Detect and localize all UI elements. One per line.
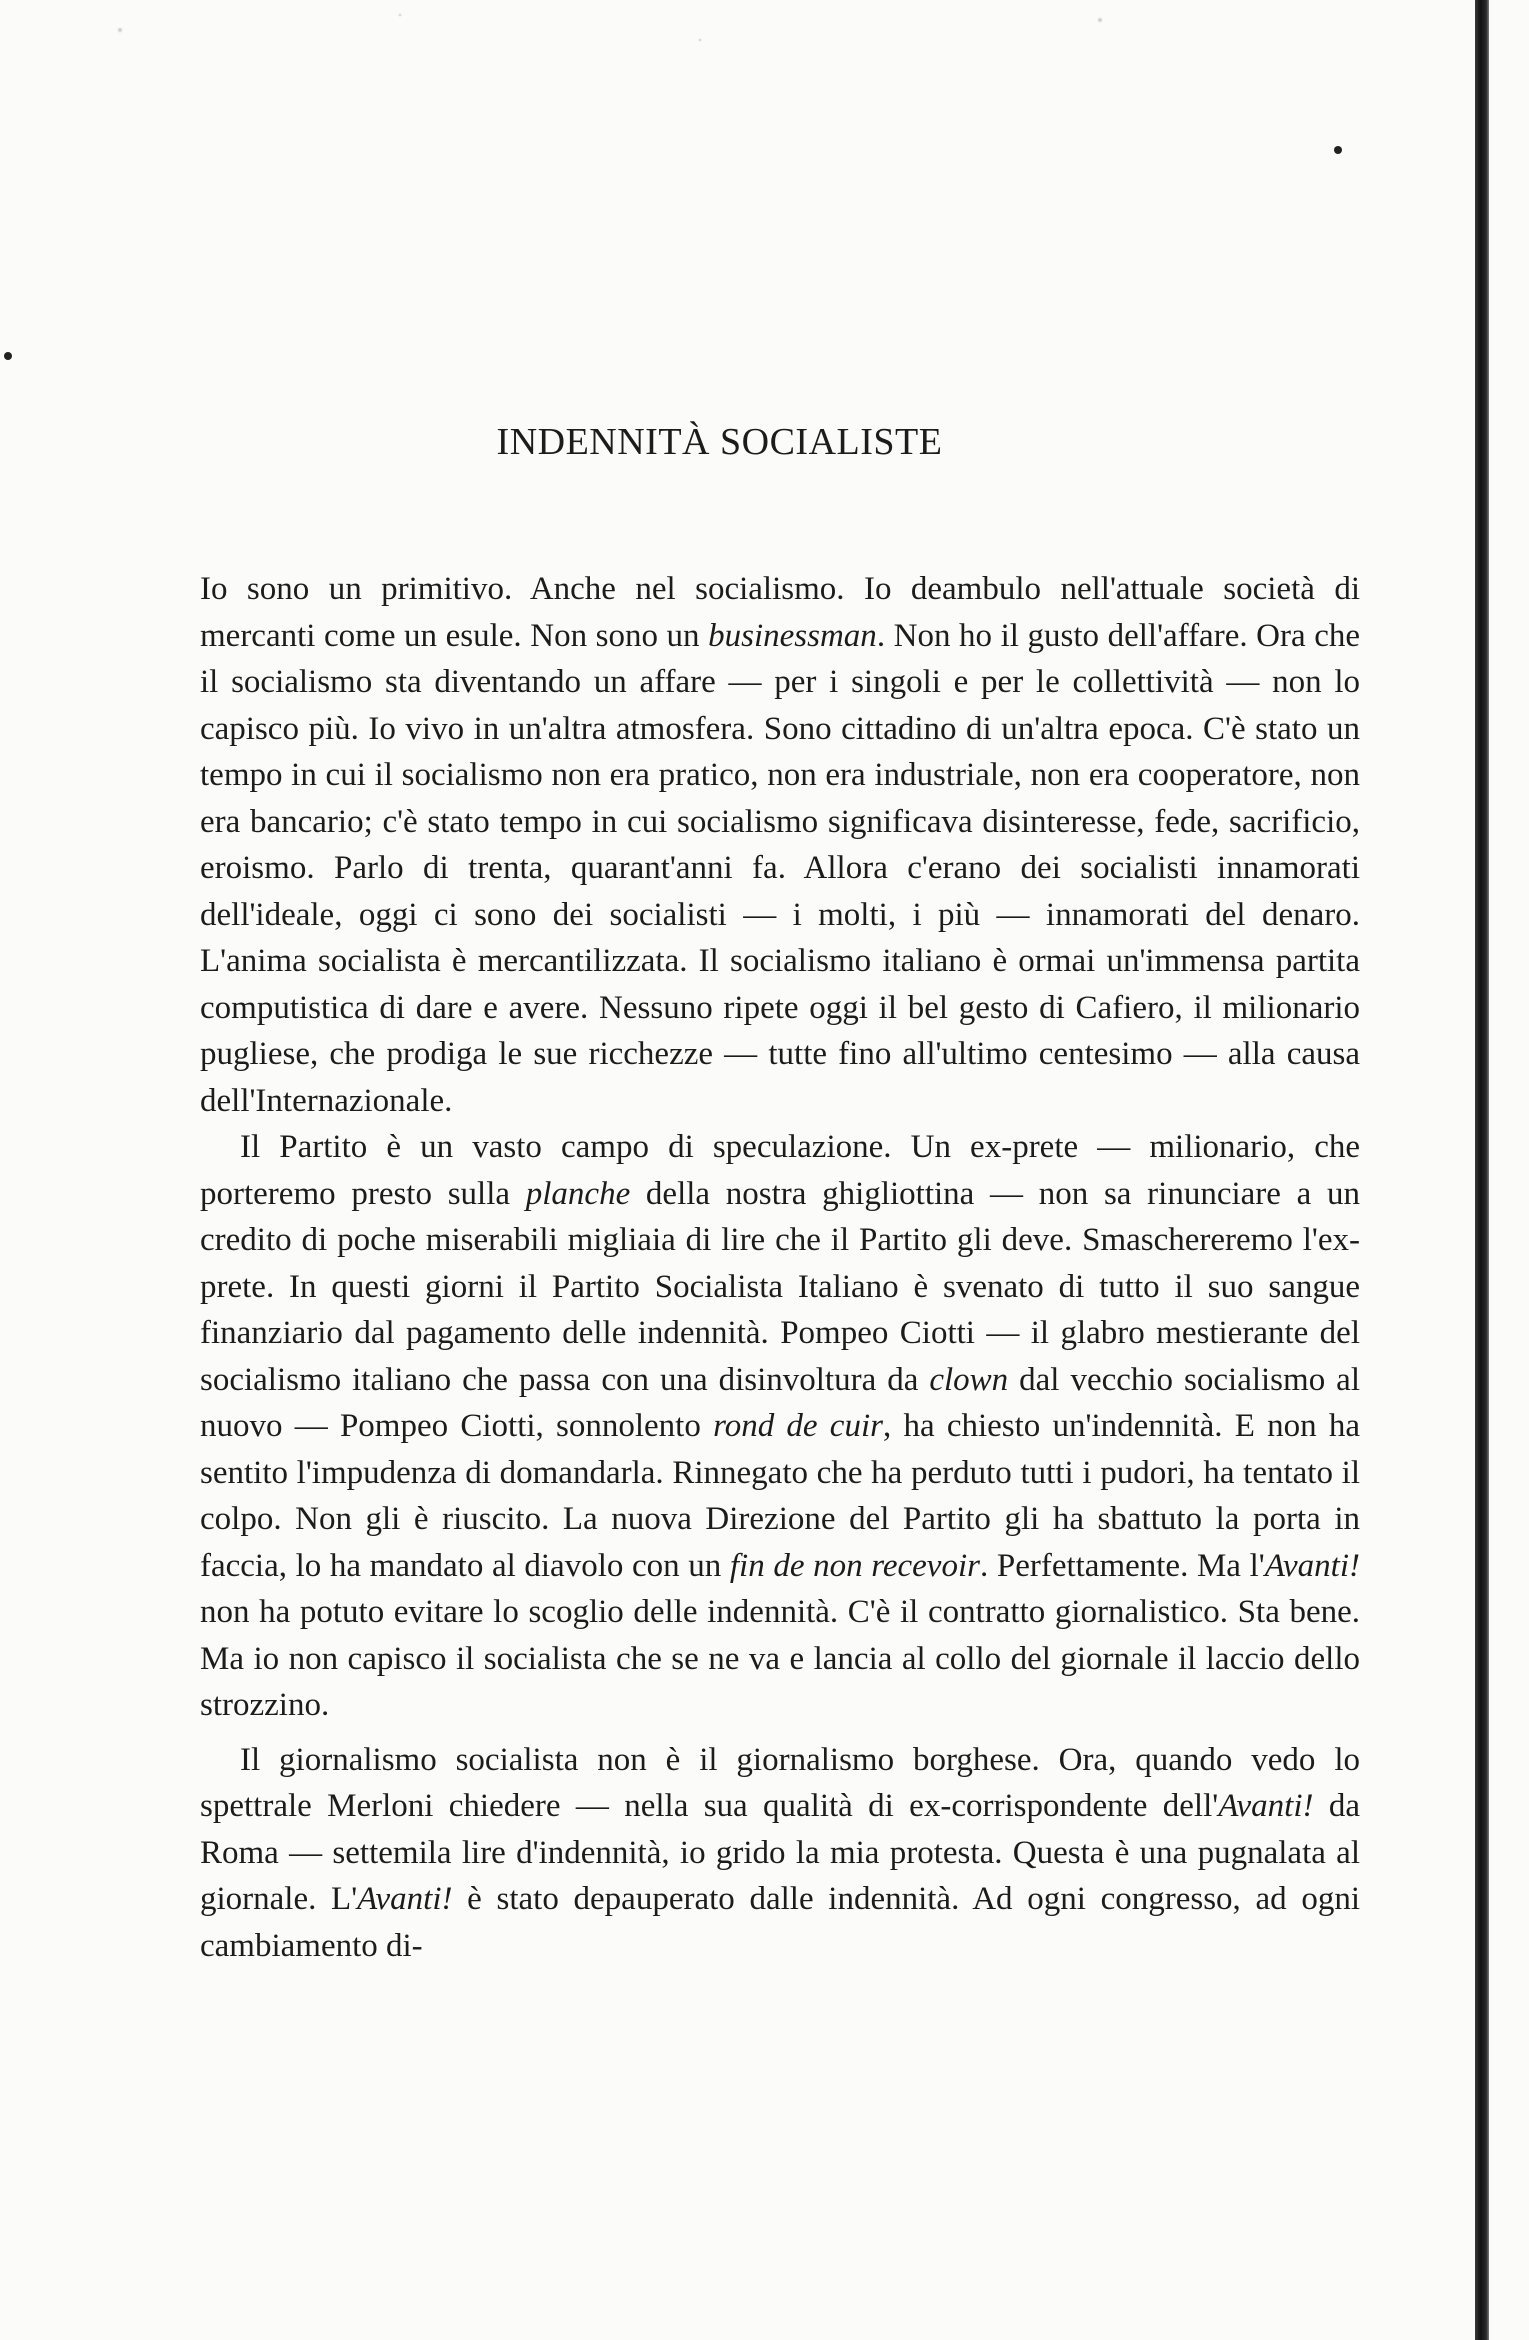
text-run: Il Partito è un vasto campo di speculazione. Un ex-prete — milionario, che porteremo presto sulla (200, 1129, 1360, 1212)
paragraph (200, 566, 1360, 1124)
page-edge-shadow (1475, 0, 1489, 2340)
italic-term: businessman (708, 617, 877, 654)
paragraph (200, 1124, 1360, 1729)
text-run: , ha chiesto un'indennità. E non ha sentito l'impudenza di domandarla. Rinnegato che ha perduto tutti i pudori, ha tentato il colpo. Non gli è riuscito. La nuova Direzione del Partito gli ha sbattuto la porta in faccia, lo ha mandato al diavolo con un (200, 1408, 1361, 1584)
scan-speck (1334, 146, 1342, 154)
text-run: . Non ho il gusto dell'affare. Ora che il socialismo sta diventando un affare — per i singoli e per le collettività — non lo capisco più. Io vivo in un'altra atmosfera. Sono cittadino di un'altra epoca. C'è stato un tempo in cui il socialismo non era pratico, non era industriale, non era cooperatore, non era bancario; c'è stato tempo in cui socialismo significava disinteresse, fede, sacrificio, eroismo. Parlo di trenta, quarant'anni fa. Allora c'erano dei socialisti innamorati dell'ideale, oggi ci sono dei socialisti — i molti, i più — innamorati del denaro. L'anima socialista è mercantilizzata. Il socialismo italiano è ormai un'immensa partita computistica di dare e avere. Nessuno ripete oggi il bel gesto di Cafiero, il milionario pugliese, che prodiga le sue ricchezze — tutte fino all'ultimo centesimo — alla causa dell'Internazionale. (200, 617, 1360, 1119)
italic-term: planche (525, 1175, 631, 1212)
text-run: . Perfettamente. Ma l' (979, 1547, 1265, 1584)
italic-term: fin de non recevoir (729, 1547, 980, 1584)
text-run: dal vecchio socialismo al nuovo — Pompeo Ciotti, sonnolento (200, 1361, 1360, 1444)
text-run: è stato depauperato dalle indennità. Ad ogni congresso, ad ogni cambiamento di- (200, 1881, 1360, 1964)
text-run: della nostra ghigliottina — non sa rinunciare a un credito di poche miserabili migliaia di lire che il Partito gli deve. Smaschereremo l'ex-prete. In questi giorni il Partito Socialista Italiano è svenato di tutto il suo sangue finanziario dal pagamento delle indennità. Pompeo Ciotti — il glabro mestierante del socialismo italiano che passa con una disinvoltura da (200, 1175, 1361, 1398)
text-run: Il giornalismo socialista non è il giornalismo borghese. Ora, quando vedo lo spettrale Merloni chiedere — nella sua qualità di ex-corrispondente dell' (200, 1741, 1360, 1824)
italic-term: clown (929, 1361, 1009, 1398)
scan-noise (0, 0, 1460, 120)
paragraph (200, 1737, 1360, 1970)
body-text (200, 566, 1360, 1969)
italic-term: Avanti! (1264, 1547, 1360, 1584)
italic-term: Avanti! (357, 1881, 453, 1917)
text-run: Io sono un primitivo. Anche nel socialismo. Io deambulo nell'attuale società di mercanti come un esule. Non sono un (200, 571, 1360, 654)
italic-term: rond de cuir (713, 1408, 883, 1444)
scan-speck (4, 352, 12, 360)
text-run: non ha potuto evitare lo scoglio delle indennità. C'è il contratto giornalistico. Sta bene. Ma io non capisco il socialista che se ne va e lancia al collo del giornale il laccio dello strozzino. (200, 1594, 1360, 1723)
italic-term: Avanti! (1218, 1788, 1314, 1824)
text-run: da Roma — settemila lire d'indennità, io grido la mia protesta. Questa è una pugnalata al giornale. L' (200, 1788, 1360, 1917)
page-title: INDENNITÀ SOCIALISTE (496, 421, 943, 463)
